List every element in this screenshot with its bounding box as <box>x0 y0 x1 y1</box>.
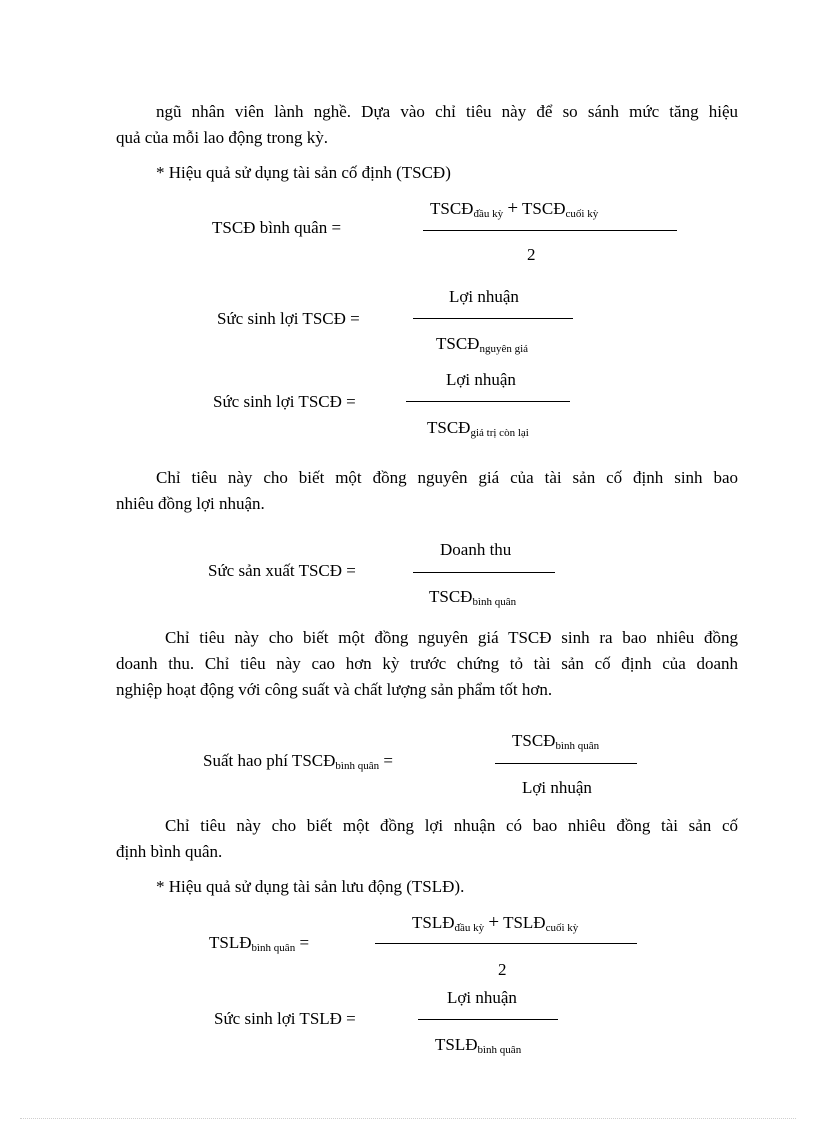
page-bottom-divider <box>20 1118 796 1119</box>
formula-label: Sức sinh lợi TSCĐ = <box>217 309 360 328</box>
formula-label: $TSLĐ_{bình quân}$ = <box>209 933 310 954</box>
formula-label: Suất hao phí $TSCĐ_{bình quân}$ = <box>203 751 393 772</box>
fraction-bar <box>413 318 573 319</box>
fraction-bar <box>418 1019 558 1020</box>
formula-numerator: $TSCĐ_{đầu kỳ}$ + $TSCĐ_{cuối kỳ}$ <box>430 198 599 220</box>
formula-numerator: Lợi nhuận <box>449 287 519 306</box>
formula-denominator: Lợi nhuận <box>522 778 592 797</box>
para3-line2: doanh thu. Chỉ tiêu này cao hơn kỳ trước chứng tỏ tài sản cố định của doanh <box>116 654 738 673</box>
fraction-bar <box>413 572 555 573</box>
para2-line2: nhiêu đồng lợi nhuận. <box>116 494 265 513</box>
formula-numerator: $TSLĐ_{đầu kỳ}$ + $TSLĐ_{cuối kỳ}$ <box>412 912 579 934</box>
formula-denominator: $TSCĐ_{nguyên giá}$ <box>436 334 529 355</box>
section-heading-tscd: * Hiệu quả sử dụng tài sản cố định (TSCĐ) <box>156 163 451 182</box>
formula-denominator: $TSLĐ_{bình quân}$ <box>435 1035 522 1056</box>
formula-label: Sức sinh lợi TSLĐ = <box>214 1009 356 1028</box>
formula-denominator: $TSCĐ_{bình quân}$ <box>429 587 517 608</box>
para4-line2: định bình quân. <box>116 842 223 861</box>
formula-numerator: $TSCĐ_{bình quân}$ <box>512 731 600 752</box>
fraction-bar <box>375 943 637 944</box>
formula-label: Sức sinh lợi TSCĐ = <box>213 392 356 411</box>
fraction-bar <box>423 230 677 231</box>
fraction-bar <box>495 763 637 764</box>
formula-label: TSCĐ bình quân = <box>212 218 342 237</box>
section-heading-tsld: * Hiệu quả sử dụng tài sản lưu động (TSLĐ). <box>156 877 465 896</box>
para3-line1: Chỉ tiêu này cho biết một đồng nguyên giá TSCĐ sinh ra bao nhiêu đồng <box>165 628 738 647</box>
formula-numerator: Lợi nhuận <box>446 370 516 389</box>
para2-line1: Chỉ tiêu này cho biết một đồng nguyên giá của tài sản cố định sinh bao <box>156 468 738 487</box>
formula-denominator: 2 <box>498 960 507 979</box>
para1-line1: ngũ nhân viên lành nghề. Dựa vào chỉ tiêu này để so sánh mức tăng hiệu <box>156 102 738 121</box>
formula-numerator: Doanh thu <box>440 540 512 559</box>
formula-denominator: $TSCĐ_{giá trị còn lại}$ <box>427 418 529 439</box>
para1-line2: quả của mỗi lao động trong kỳ. <box>116 128 328 147</box>
formula-denominator: 2 <box>527 245 536 264</box>
para3-line3: nghiệp hoạt động với công suất và chất lượng sản phẩm tốt hơn. <box>116 680 553 699</box>
formula-numerator: Lợi nhuận <box>447 988 517 1007</box>
fraction-bar <box>406 401 570 402</box>
formula-label: Sức sản xuất TSCĐ = <box>208 561 356 580</box>
para4-line1: Chỉ tiêu này cho biết một đồng lợi nhuận có bao nhiêu đồng tài sản cố <box>165 816 738 835</box>
